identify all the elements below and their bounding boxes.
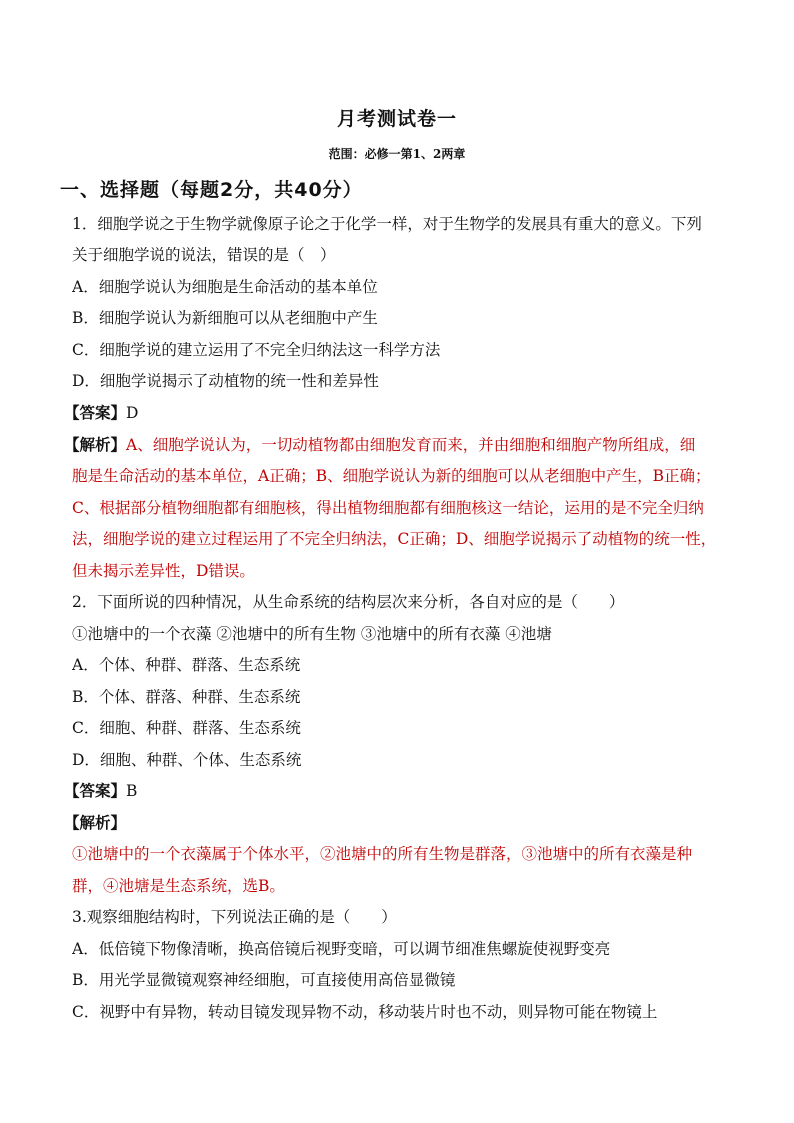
q2-stem-line-1: 2．下面所说的四种情况，从生命系统的结构层次来分析，各自对应的是（ ） (72, 593, 625, 611)
q2-option-d: D．细胞、种群、个体、生态系统 (72, 751, 302, 769)
q3-option-c: C．视野中有异物，转动目镜发现异物不动，移动装片时也不动，则异物可能在物镜上 (72, 1003, 658, 1021)
q1-analysis-text-1: A、细胞学说认为，一切动植物都由细胞发育而来，并由细胞和细胞产物所组成，细 (126, 436, 696, 454)
q1-analysis-line-5: 但未揭示差异性，D错误。 (72, 562, 255, 580)
q2-option-c: C．细胞、种群、群落、生态系统 (72, 719, 301, 737)
q1-analysis-line-3: C、根据部分植物细胞都有细胞核，得出植物细胞都有细胞核这一结论，运用的是不完全归纳 (72, 499, 704, 517)
q2-analysis-line-1: ①池塘中的一个衣藻属于个体水平，②池塘中的所有生物是群落，③池塘中的所有衣藻是种 (72, 845, 693, 863)
q1-stem-line-2: 关于细胞学说的说法，错误的是（ ） (72, 246, 336, 264)
q3-option-a: A．低倍镜下物像清晰，换高倍镜后视野变暗，可以调节细准焦螺旋使视野变亮 (72, 940, 611, 958)
q1-answer-label: 【答案】 (64, 403, 127, 422)
q1-analysis-label: 【解析】 (64, 435, 127, 454)
q2-analysis-label: 【解析】 (64, 813, 127, 832)
q2-analysis-line-2: 群，④池塘是生态系统，选B。 (72, 877, 285, 895)
q2-answer-label: 【答案】 (64, 781, 127, 800)
q1-answer (64, 402, 724, 424)
q1-analysis-line-1 (64, 434, 724, 456)
q1-answer-value: D (126, 404, 139, 422)
q1-analysis-line-4: 法，细胞学说的建立过程运用了不完全归纳法，C正确；D、细胞学说揭示了动植物的统一性， (72, 530, 717, 548)
q2-option-b: B．个体、群落、种群、生态系统 (72, 688, 301, 706)
q3-stem-line-1: 3.观察细胞结构时，下列说法正确的是（ ） (72, 908, 397, 926)
q3-option-b: B．用光学显微镜观察神经细胞，可直接使用高倍显微镜 (72, 971, 456, 989)
q2-answer (64, 780, 724, 802)
q1-stem-line-1: 1．细胞学说之于生物学就像原子论之于化学一样，对于生物学的发展具有重大的意义。下列 (72, 215, 702, 233)
section-heading: 一、选择题（每题2分，共40分） (60, 179, 363, 201)
page-subtitle: 范围：必修一第1、2两章 (328, 147, 466, 161)
q1-option-c: C．细胞学说的建立运用了不完全归纳法这一科学方法 (72, 341, 441, 359)
q2-stem-line-2: ①池塘中的一个衣藻 ②池塘中的所有生物 ③池塘中的所有衣藻 ④池塘 (72, 625, 552, 643)
q1-option-d: D．细胞学说揭示了动植物的统一性和差异性 (72, 372, 379, 390)
q1-option-a: A．细胞学说认为细胞是生命活动的基本单位 (72, 278, 378, 296)
q2-answer-value: B (126, 782, 138, 800)
page-title: 月考测试卷一 (336, 108, 457, 130)
q1-option-b: B．细胞学说认为新细胞可以从老细胞中产生 (72, 309, 378, 327)
q2-option-a: A．个体、种群、群落、生态系统 (72, 656, 301, 674)
q1-analysis-line-2: 胞是生命活动的基本单位，A正确；B、细胞学说认为新的细胞可以从老细胞中产生，B正确； (72, 467, 711, 485)
